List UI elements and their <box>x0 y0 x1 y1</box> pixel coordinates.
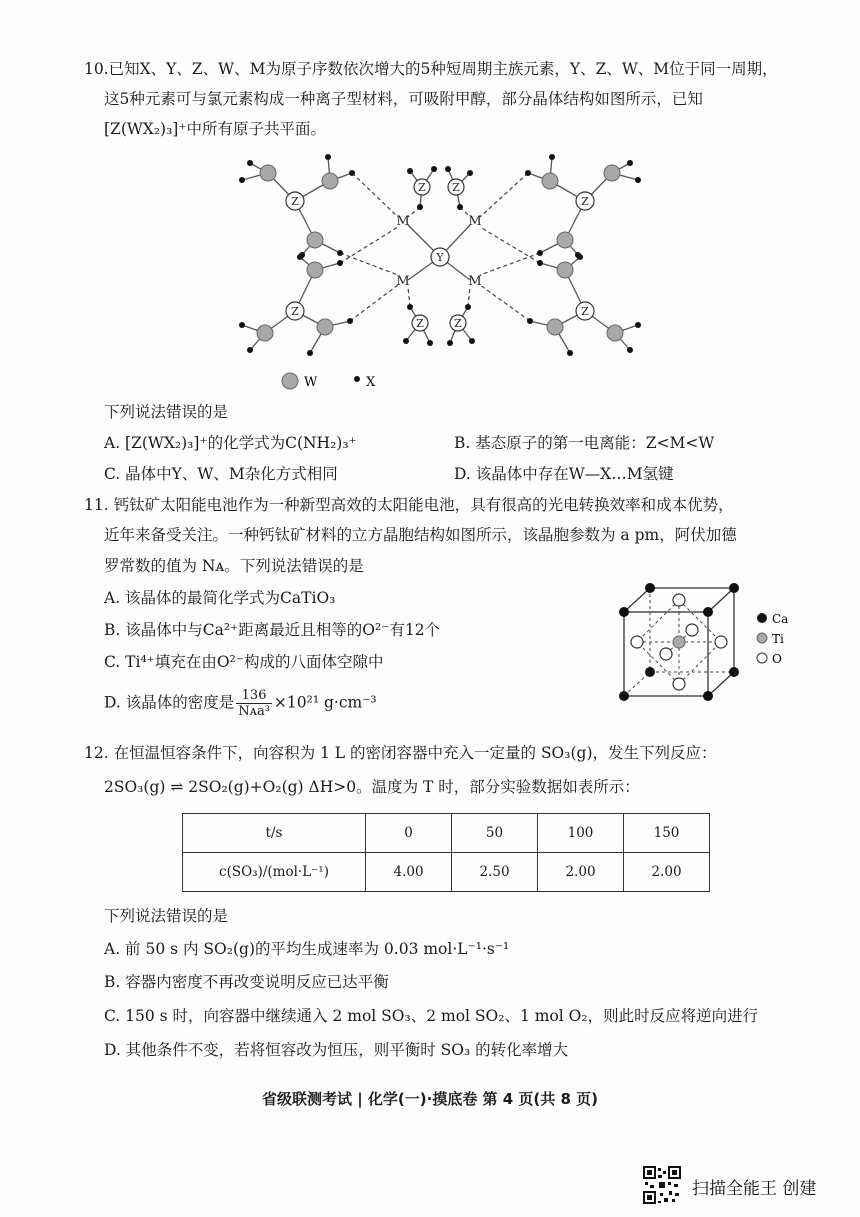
table-header-cell: 50 <box>452 814 538 853</box>
q10-stem-line3: [Z(WX₂)₃]⁺中所有原子共平面。 <box>104 120 327 138</box>
concentration-table <box>182 813 710 892</box>
q11-option-a: A. 该晶体的最简化学式为CaTiO₃ <box>104 589 336 607</box>
q10-stem-line2: 这5种元素可与氯元素构成一种离子型材料，可吸附甲醇，部分晶体结构如图所示，已知 <box>104 90 703 108</box>
table-header-cell: t/s <box>183 814 366 853</box>
table-cell: 4.00 <box>366 853 452 892</box>
q11-stem-line3: 罗常数的值为 Nᴀ。下列说法错误的是 <box>104 557 364 575</box>
crystal-structure-figure <box>220 145 660 395</box>
atom-y-label: Y <box>436 251 444 264</box>
table-header-cell: 100 <box>538 814 624 853</box>
atom-m-label: M <box>396 214 410 229</box>
legend-ca-swatch <box>757 613 767 623</box>
table-cell: 2.50 <box>452 853 538 892</box>
atom-z-label: Z <box>452 181 460 194</box>
legend-ti-swatch <box>757 633 767 643</box>
q10-option-c: C. 晶体中Y、W、M杂化方式相同 <box>104 465 338 483</box>
perovskite-unit-cell-figure <box>610 578 810 708</box>
legend-x-swatch <box>354 376 360 382</box>
q12-option-b: B. 容器内密度不再改变说明反应已达平衡 <box>104 973 389 991</box>
table-cell: c(SO₃)/(mol·L⁻¹) <box>183 853 366 892</box>
atom-m-label: M <box>468 274 482 289</box>
atom-z-label: Z <box>416 317 424 330</box>
q10-option-a: A. [Z(WX₂)₃]⁺的化学式为C(NH₂)₃⁺ <box>104 434 357 452</box>
qr-code-icon <box>642 1165 682 1205</box>
legend-o-swatch <box>757 653 767 663</box>
q11-option-d <box>104 688 377 719</box>
atom-z-label: Z <box>291 195 299 208</box>
table-header-cell: 150 <box>624 814 710 853</box>
q11-option-d-text: D. 该晶体的密度是 <box>104 693 235 712</box>
q12-stem-line2: 2SO₃(g) ⇌ 2SO₂(g)+O₂(g) ΔH>0。温度为 T 时，部分实验数据如表所示： <box>104 778 640 796</box>
fraction-denominator: Nᴀa³ <box>238 704 270 719</box>
table-cell: 2.00 <box>538 853 624 892</box>
atom-z-label: Z <box>418 181 426 194</box>
q12-option-a: A. 前 50 s 内 SO₂(g)的平均生成速率为 0.03 mol·L⁻¹·s⁻¹ <box>104 940 510 958</box>
scanner-watermark <box>640 1165 840 1205</box>
legend-w-swatch <box>282 373 298 389</box>
q11-stem-line2: 近年来备受关注。一种钙钛矿材料的立方晶胞结构如图所示，该晶胞参数为 a pm，阿伏加德 <box>104 526 737 544</box>
atom-m-label: M <box>396 274 410 289</box>
legend-w-label: W <box>304 375 318 390</box>
legend-x-label: X <box>366 375 376 390</box>
table-row <box>183 814 710 853</box>
legend-o-label: O <box>772 652 782 666</box>
q10-option-d: D. 该晶体中存在W—X…M氢键 <box>454 465 674 483</box>
atom-z-label: Z <box>454 317 462 330</box>
legend-ti-label: Ti <box>772 632 784 646</box>
watermark-text: 扫描全能王 创建 <box>692 1179 817 1199</box>
table-row <box>183 853 710 892</box>
atom-m-label: M <box>468 214 482 229</box>
q12-option-c: C. 150 s 时，向容器中继续通入 2 mol SO₃、2 mol SO₂、1 mol O₂，则此时反应将逆向进行 <box>104 1007 759 1025</box>
atom-z-label: Z <box>581 195 589 208</box>
q11-option-b: B. 该晶体中与Ca²⁺距离最近且相等的O²⁻有12个 <box>104 621 441 639</box>
atom-z-label: Z <box>581 305 589 318</box>
table-cell: 2.00 <box>624 853 710 892</box>
density-fraction <box>236 688 272 719</box>
q12-option-d: D. 其他条件不变，若将恒容改为恒压，则平衡时 SO₃ 的转化率增大 <box>104 1041 569 1059</box>
q11-option-d-unit: ×10²¹ g·cm⁻³ <box>273 693 377 712</box>
q10-prompt: 下列说法错误的是 <box>104 403 229 421</box>
page-footer: 省级联测考试 | 化学(一)·摸底卷 第 4 页(共 8 页) <box>261 1090 599 1108</box>
fraction-numerator: 136 <box>236 688 272 704</box>
legend-ca-label: Ca <box>772 612 789 626</box>
q12-prompt: 下列说法错误的是 <box>104 907 229 925</box>
q10-stem-line1: 10.已知X、Y、Z、W、M为原子序数依次增大的5种短周期主族元素，Y、Z、W、M位于同一周期， <box>84 60 778 78</box>
table-header-cell: 0 <box>366 814 452 853</box>
q12-stem-line1: 12. 在恒温恒容条件下，向容积为 1 L 的密闭容器中充入一定量的 SO₃(g)，发生下列反应： <box>84 744 717 762</box>
q10-option-b: B. 基态原子的第一电离能：Z<M<W <box>454 434 715 452</box>
q11-option-c: C. Ti⁴⁺填充在由O²⁻构成的八面体空隙中 <box>104 653 384 671</box>
q11-stem-line1: 11. 钙钛矿太阳能电池作为一种新型高效的太阳能电池，具有很高的光电转换效率和成本优势， <box>84 496 734 514</box>
atom-z-label: Z <box>291 305 299 318</box>
